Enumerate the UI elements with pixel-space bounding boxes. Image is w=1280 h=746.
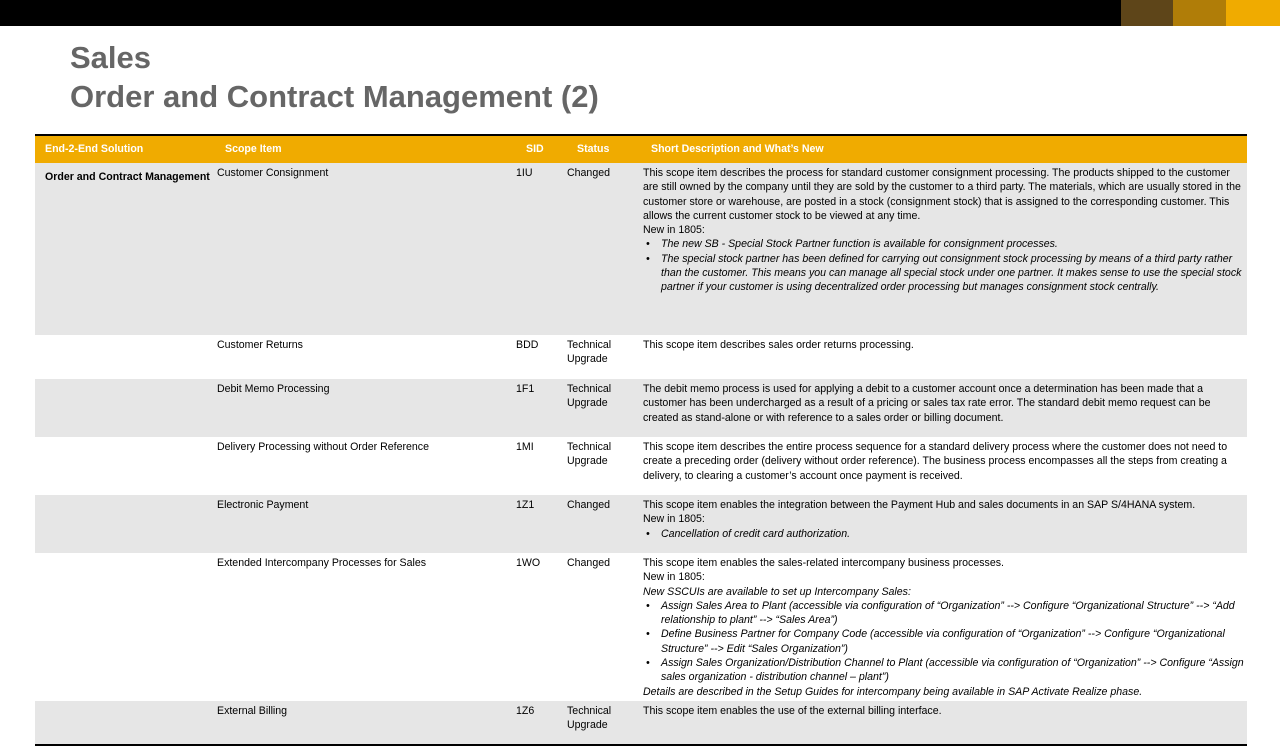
description-text: This scope item enables the sales-related intercompany business processes. <box>643 557 1004 569</box>
scope-item-cell: Debit Memo Processing <box>213 379 516 437</box>
sid-cell: 1F1 <box>516 379 567 437</box>
page-title <box>70 38 599 116</box>
scope-item-cell: Customer Consignment <box>213 163 516 335</box>
status-cell: Technical Upgrade <box>567 701 643 745</box>
scope-item-cell: Extended Intercompany Processes for Sales <box>217 557 427 569</box>
status-cell: Technical Upgrade <box>567 441 612 468</box>
scope-items-table <box>35 134 1247 746</box>
header-scope-item: Scope Item <box>213 135 516 163</box>
list-item: • The special stock partner has been defined for carrying out consignment stock processing by means of a third party rather than the customer. This means you can manage all special stock under one partner. It makes sense to use the special stock partner if your customer is using decentralized order processing but manages consignment stock centrally. <box>643 252 1247 295</box>
list-item: • Define Business Partner for Company Code (accessible via configuration of “Organization” --> Configure “Organizational Structure” --> Edit “Sales Organization”) <box>643 627 1247 656</box>
status-cell: Technical Upgrade <box>567 379 643 437</box>
scope-item-cell: Customer Returns <box>217 339 303 351</box>
table-row <box>35 495 1247 553</box>
solution-cell-empty <box>35 701 213 745</box>
sid-cell: BDD <box>516 339 539 351</box>
description-text: This scope item describes the process for standard customer consignment processing. The products shipped to the customer are still owned by the company until they are sold by the customer to a third party. The materials, which are usually stored in the customer store or warehouse, are posted in a stock (consignment stock) that is assigned to the corresponding customer. This allows the current customer stock to be viewed at any time. <box>643 167 1241 222</box>
table-row <box>35 335 1247 379</box>
solution-cell: Order and Contract Management <box>35 163 213 335</box>
list-item: • The new SB - Special Stock Partner function is available for consignment processes. <box>643 237 1247 251</box>
table-row <box>35 379 1247 437</box>
sid-cell: 1Z6 <box>516 701 567 745</box>
whats-new-list <box>643 599 1247 685</box>
brand-block-dark <box>1121 0 1173 26</box>
list-item: • Cancellation of credit card authorization. <box>643 527 1247 541</box>
scope-item-cell: Delivery Processing without Order Reference <box>217 441 429 453</box>
description-cell: This scope item enables the use of the external billing interface. <box>643 701 1247 745</box>
status-cell: Technical Upgrade <box>567 339 612 366</box>
sscui-intro: New SSCUIs are available to set up Intercompany Sales: <box>643 585 911 598</box>
table-row <box>35 163 1247 335</box>
title-line-1: Sales <box>70 40 152 75</box>
header-status: Status <box>567 135 643 163</box>
sid-cell: 1WO <box>516 557 541 569</box>
description-cell: This scope item describes sales order returns processing. <box>643 339 914 351</box>
solution-cell-empty <box>35 495 213 553</box>
whats-new-list <box>643 237 1247 294</box>
brand-block-mid <box>1173 0 1226 26</box>
status-cell: Changed <box>567 163 643 335</box>
status-cell: Changed <box>567 495 643 553</box>
table-row <box>35 437 1247 495</box>
description-cell: The debit memo process is used for applying a debit to a customer account once a determination has been made that a customer has been undercharged as a result of a pricing or sales tax rate error. The standard debit memo request can be created as stand-alone or with reference to a sales order or billing document. <box>643 379 1247 437</box>
status-cell: Changed <box>567 557 611 569</box>
table-row <box>35 553 1247 701</box>
description-cell: This scope item describes the entire process sequence for a standard delivery process where the customer does not need to create a preceding order (delivery without order reference). The business process encompasses all the steps from creating a delivery, to clearing a customer’s account once payment is received. <box>643 441 1228 482</box>
description-text: This scope item enables the integration between the Payment Hub and sales documents in an SAP S/4HANA system. <box>643 499 1196 511</box>
top-bar <box>0 0 1280 26</box>
table-header-row <box>35 135 1247 163</box>
scope-item-cell: External Billing <box>213 701 516 745</box>
solution-cell-empty <box>35 335 213 379</box>
solution-cell-empty <box>35 553 213 701</box>
new-in-label: New in 1805: <box>643 513 705 526</box>
solution-cell-empty <box>35 437 213 495</box>
description-cell <box>643 553 1247 701</box>
sid-cell: 1MI <box>516 441 534 453</box>
header-solution: End-2-End Solution <box>35 135 213 163</box>
header-description: Short Description and What’s New <box>643 135 1247 163</box>
setup-guide-note: Details are described in the Setup Guides for intercompany being available in SAP Activate Realize phase. <box>643 685 1143 698</box>
solution-cell-empty <box>35 379 213 437</box>
description-cell <box>643 163 1247 335</box>
title-line-2: Order and Contract Management (2) <box>70 79 599 114</box>
scope-item-cell: Electronic Payment <box>213 495 516 553</box>
new-in-label: New in 1805: <box>643 571 705 584</box>
whats-new-list <box>643 527 1247 541</box>
new-in-label: New in 1805: <box>643 224 705 237</box>
header-sid: SID <box>516 135 567 163</box>
description-cell <box>643 495 1247 553</box>
sid-cell: 1Z1 <box>516 495 567 553</box>
brand-block-light <box>1226 0 1280 26</box>
list-item: • Assign Sales Area to Plant (accessible via configuration of “Organization” --> Configure “Organizational Structure” --> “Add relationship to plant” --> “Sales Area”) <box>643 599 1247 628</box>
list-item: • Assign Sales Organization/Distribution Channel to Plant (accessible via configuration of “Organization” --> Configure “Assign sales organization - distribution channel – plant”) <box>643 656 1247 685</box>
sid-cell: 1IU <box>516 163 567 335</box>
table-row <box>35 701 1247 745</box>
